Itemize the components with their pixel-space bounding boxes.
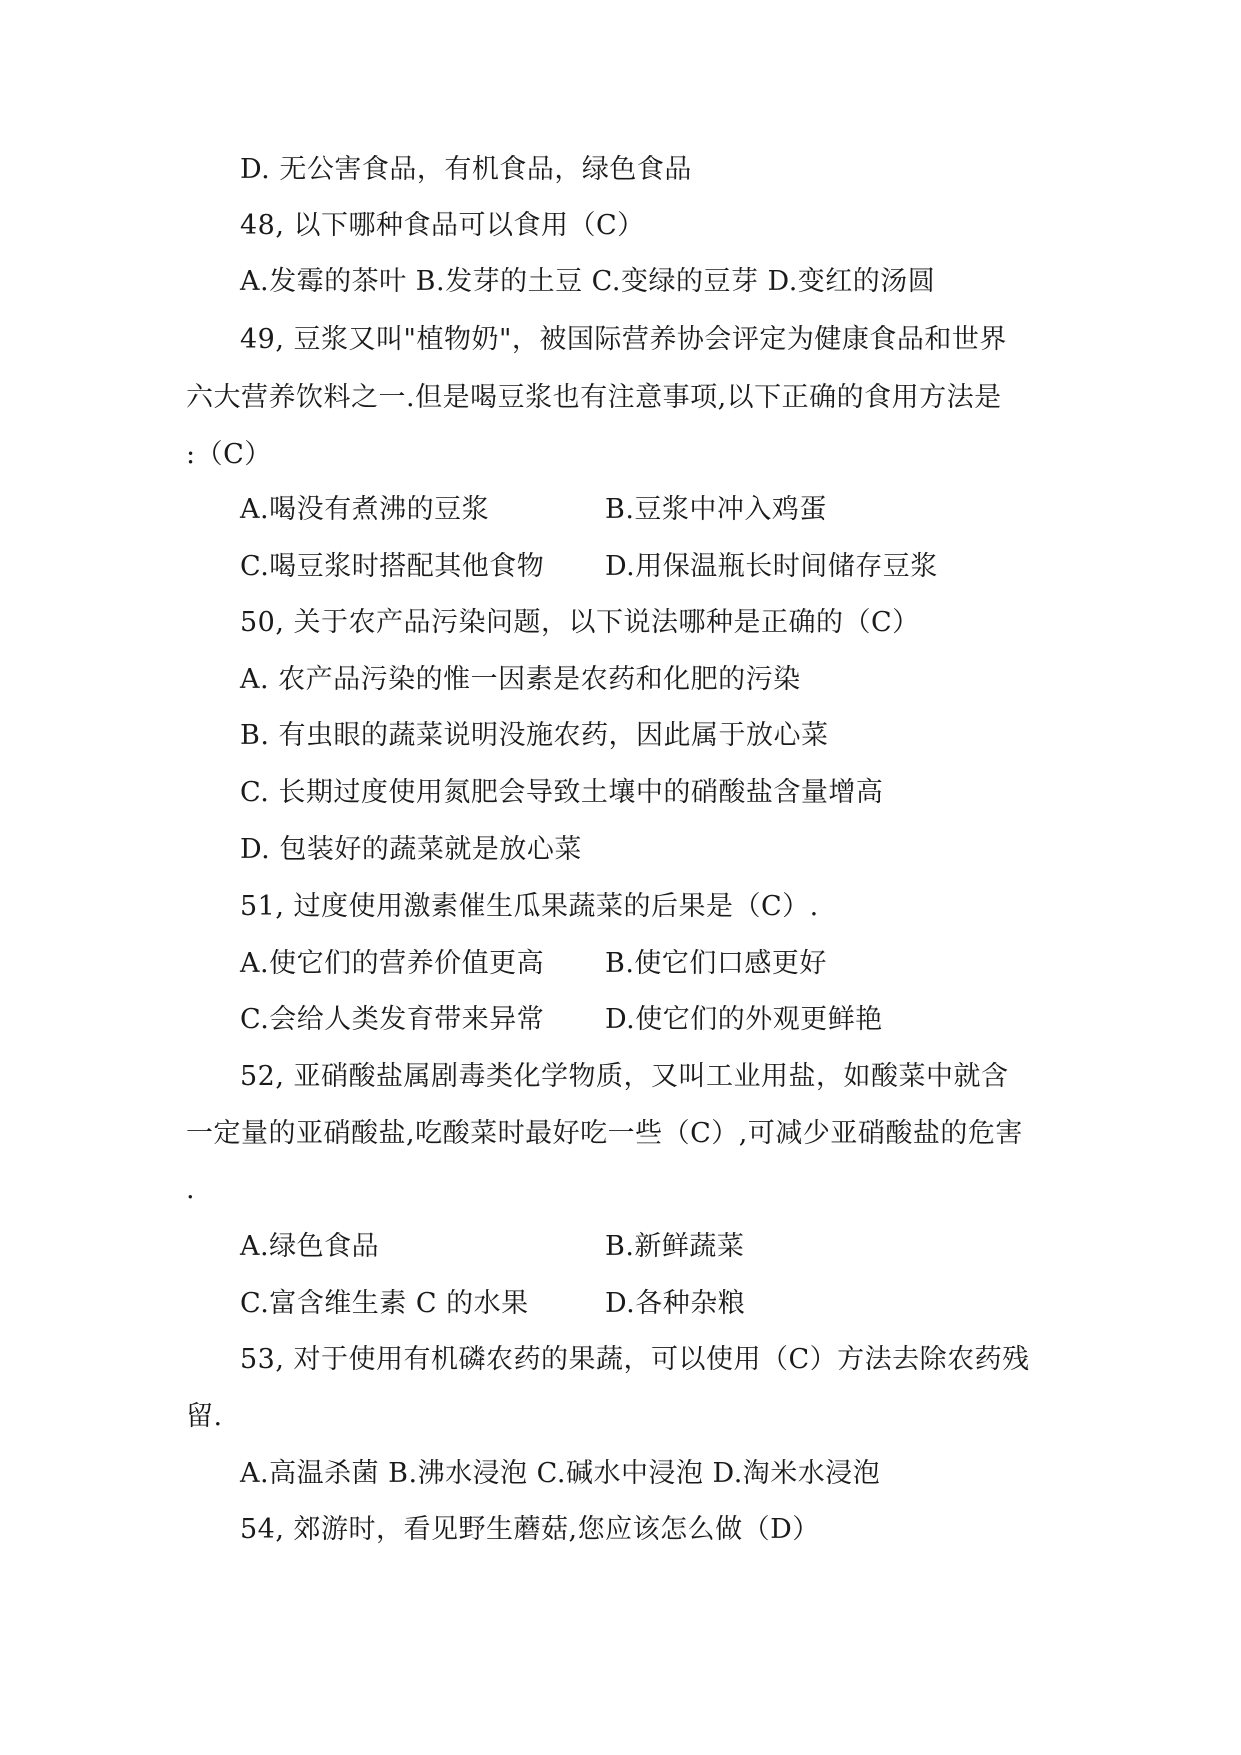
question-50-option-c: C. 长期过度使用氮肥会导致土壤中的硝酸盐含量增高 [240,777,884,808]
question-53-line-1: 53, 对于使用有机磷农药的果蔬，可以使用（C）方法去除农药残 [240,1344,1030,1375]
question-48: 48, 以下哪种食品可以食用（C） [240,210,645,241]
question-52-line-2: 一定量的亚硝酸盐,吃酸菜时最好吃一些（C）,可减少亚硝酸盐的危害 [186,1118,1023,1149]
question-49-line-3: :（C） [186,439,272,470]
question-52-option-a: A.绿色食品 [240,1231,380,1262]
question-51-option-d: D.使它们的外观更鲜艳 [605,1004,883,1035]
question-49-option-c: C.喝豆浆时搭配其他食物 [240,551,545,582]
question-53-line-2: 留. [186,1401,223,1432]
question-52-option-c: C.富含维生素 C 的水果 [240,1288,529,1319]
question-49-option-b: B.豆浆中冲入鸡蛋 [605,494,827,525]
question-51-option-a: A.使它们的营养价值更高 [240,948,545,979]
question-51-option-c: C.会给人类发育带来异常 [240,1004,545,1035]
question-49-line-1: 49, 豆浆又叫"植物奶"，被国际营养协会评定为健康食品和世界 [240,324,1007,355]
question-52-option-b: B.新鲜蔬菜 [605,1231,745,1262]
question-51-option-b: B.使它们口感更好 [605,948,827,979]
question-49-option-a: A.喝没有煮沸的豆浆 [240,494,490,525]
question-50: 50, 关于农产品污染问题，以下说法哪种是正确的（C） [240,607,920,638]
question-50-option-a: A. 农产品污染的惟一因素是农药和化肥的污染 [240,664,801,695]
question-51: 51, 过度使用激素催生瓜果蔬菜的后果是（C）. [240,891,819,922]
question-48-options: A.发霉的茶叶 B.发芽的土豆 C.变绿的豆芽 D.变红的汤圆 [240,266,936,297]
question-52-option-d: D.各种杂粮 [605,1288,746,1319]
question-50-option-b: B. 有虫眼的蔬菜说明没施农药，因此属于放心菜 [240,720,829,751]
question-53-options: A.高温杀菌 B.沸水浸泡 C.碱水中浸泡 D.淘米水浸泡 [240,1458,881,1489]
question-47-option-d: D. 无公害食品，有机食品，绿色食品 [240,154,692,185]
question-52-line-3: . [186,1174,196,1205]
question-50-option-d: D. 包装好的蔬菜就是放心菜 [240,834,582,865]
question-54: 54, 郊游时，看见野生蘑菇,您应该怎么做（D） [240,1514,820,1545]
question-49-option-d: D.用保温瓶长时间储存豆浆 [605,551,938,582]
question-49-line-2: 六大营养饮料之一.但是喝豆浆也有注意事项,以下正确的食用方法是 [186,382,1002,413]
question-52-line-1: 52, 亚硝酸盐属剧毒类化学物质，又叫工业用盐，如酸菜中就含 [240,1061,1009,1092]
